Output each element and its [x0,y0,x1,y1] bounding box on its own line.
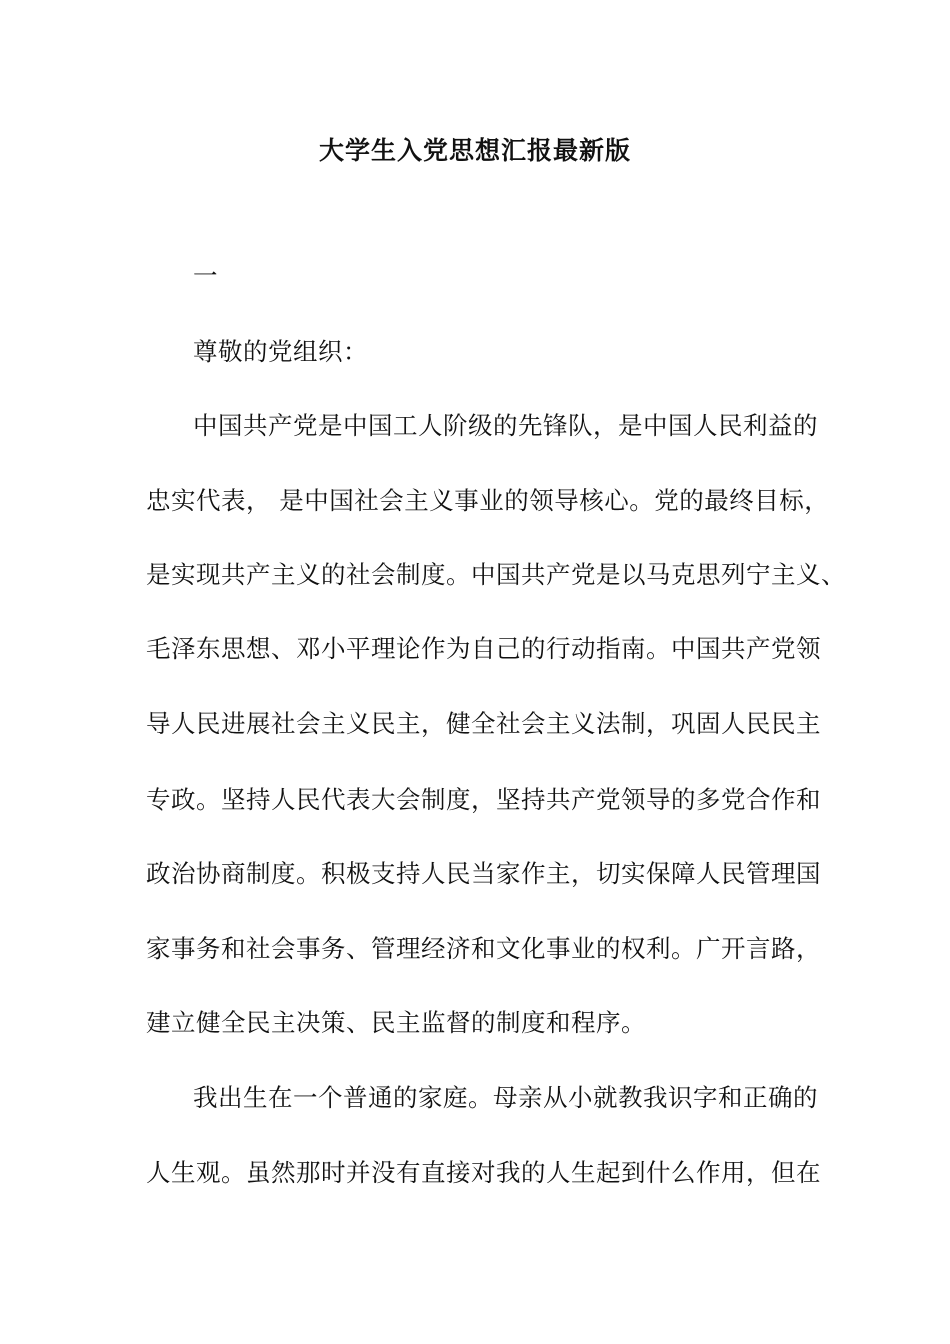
paragraph-line: 政治协商制度。积极支持人民当家作主，切实保障人民管理国 [146,859,821,888]
document-title: 大学生入党思想汇报最新版 [318,136,631,165]
paragraph-line: 家事务和社会事务、管理经济和文化事业的权利。广开言路， [146,934,821,963]
paragraph-line: 忠实代表， 是中国社会主义事业的领导核心。党的最终目标， [146,486,830,515]
paragraph-line: 建立健全民主决策、民主监督的制度和程序。 [146,1008,646,1037]
section-number: 一 [193,261,218,290]
paragraph-line: 我出生在一个普通的家庭。母亲从小就教我识字和正确的 [193,1083,818,1112]
paragraph-line: 人生观。虽然那时并没有直接对我的人生起到什么作用，但在 [146,1158,821,1187]
paragraph-line: 专政。坚持人民代表大会制度，坚持共产党领导的多党合作和 [146,785,821,814]
paragraph-line: 毛泽东思想、邓小平理论作为自己的行动指南。中国共产党领 [146,634,821,663]
salutation: 尊敬的党组织： [193,337,368,366]
paragraph-line: 是实现共产主义的社会制度。中国共产党是以马克思列宁主义、 [146,560,846,589]
paragraph-line: 导人民进展社会主义民主，健全社会主义法制，巩固人民民主 [146,709,821,738]
paragraph-line: 中国共产党是中国工人阶级的先锋队，是中国人民利益的 [193,411,818,440]
